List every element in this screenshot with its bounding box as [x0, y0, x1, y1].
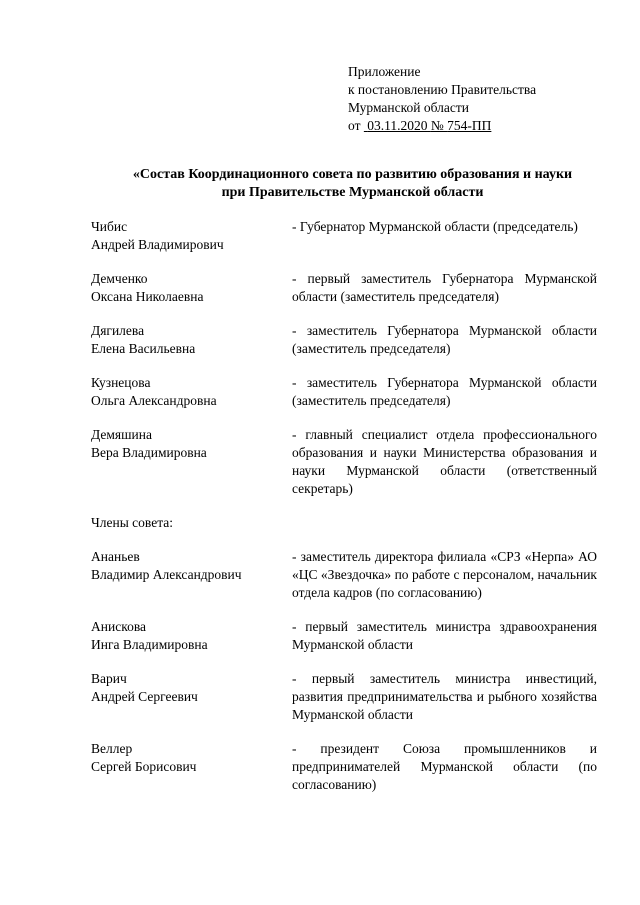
person-name — [91, 270, 292, 306]
person-name — [91, 218, 292, 254]
appendix-header — [348, 63, 536, 135]
surname: Веллер — [91, 741, 133, 756]
roster-entry — [91, 670, 597, 724]
council-roster — [91, 218, 597, 810]
surname: Варич — [91, 671, 127, 686]
appendix-label: Приложение — [348, 64, 421, 79]
surname: Чибис — [91, 219, 128, 234]
person-role: - первый заместитель министра инвестиций, развития предпринимательства и рыбного хозяйства Мурманской области — [292, 671, 597, 722]
roster-entry — [91, 426, 597, 498]
members-section-label: Члены совета: — [91, 515, 174, 530]
surname: Кузнецова — [91, 375, 151, 390]
resolution-number: № 754-ПП — [430, 118, 492, 133]
given-names: Ольга Александровна — [91, 393, 217, 408]
person-name — [91, 322, 292, 358]
roster-entry — [91, 740, 597, 794]
appendix-resolution: к постановлению Правительства — [348, 82, 537, 97]
title-line-2: при Правительстве Мурманской области — [221, 185, 484, 200]
person-role: - первый заместитель министра здравоохранения Мурманской области — [292, 619, 597, 652]
person-role: - первый заместитель Губернатора Мурманской области (заместитель председателя) — [292, 271, 597, 304]
given-names: Владимир Александрович — [91, 567, 242, 582]
given-names: Елена Васильевна — [91, 341, 196, 356]
person-name — [91, 618, 292, 654]
person-name — [91, 740, 292, 794]
person-name — [91, 426, 292, 498]
surname: Демяшина — [91, 427, 152, 442]
document-title — [60, 166, 640, 202]
roster-entry — [91, 374, 597, 410]
roster-entry — [91, 618, 597, 654]
person-name — [91, 548, 292, 602]
resolution-date: 03.11.2020 — [367, 118, 428, 133]
person-role: - Губернатор Мурманской области (председатель) — [292, 219, 578, 234]
given-names: Вера Владимировна — [91, 445, 207, 460]
roster-entry — [91, 322, 597, 358]
roster-entry — [91, 218, 597, 254]
person-role: - главный специалист отдела профессионального образования и науки Министерства образования и науки Мурманской области (ответственный секретарь) — [292, 427, 597, 496]
surname: Ананьев — [91, 549, 140, 564]
person-role: - президент Союза промышленников и предпринимателей Мурманской области (по согласованию) — [292, 741, 597, 792]
roster-entry — [91, 270, 597, 306]
given-names: Оксана Николаевна — [91, 289, 204, 304]
date-prefix: от — [348, 118, 364, 133]
person-role: - заместитель директора филиала «СРЗ «Нерпа» АО «ЦС «Звездочка» по работе с персоналом, начальник отдела кадров (по согласованию) — [292, 549, 597, 600]
given-names: Андрей Владимирович — [91, 237, 224, 252]
surname: Анискова — [91, 619, 147, 634]
person-name — [91, 374, 292, 410]
given-names: Сергей Борисович — [91, 759, 197, 774]
appendix-region: Мурманской области — [348, 100, 469, 115]
roster-entry — [91, 548, 597, 602]
surname: Дягилева — [91, 323, 145, 338]
person-name — [91, 670, 292, 724]
given-names: Андрей Сергеевич — [91, 689, 198, 704]
appendix-date-line — [348, 117, 536, 135]
title-line-1: «Состав Координационного совета по развитию образования и науки — [132, 167, 573, 182]
given-names: Инга Владимировна — [91, 637, 208, 652]
person-role: - заместитель Губернатора Мурманской области (заместитель председателя) — [292, 375, 597, 408]
surname: Демченко — [91, 271, 148, 286]
person-role: - заместитель Губернатора Мурманской области (заместитель председателя) — [292, 323, 597, 356]
